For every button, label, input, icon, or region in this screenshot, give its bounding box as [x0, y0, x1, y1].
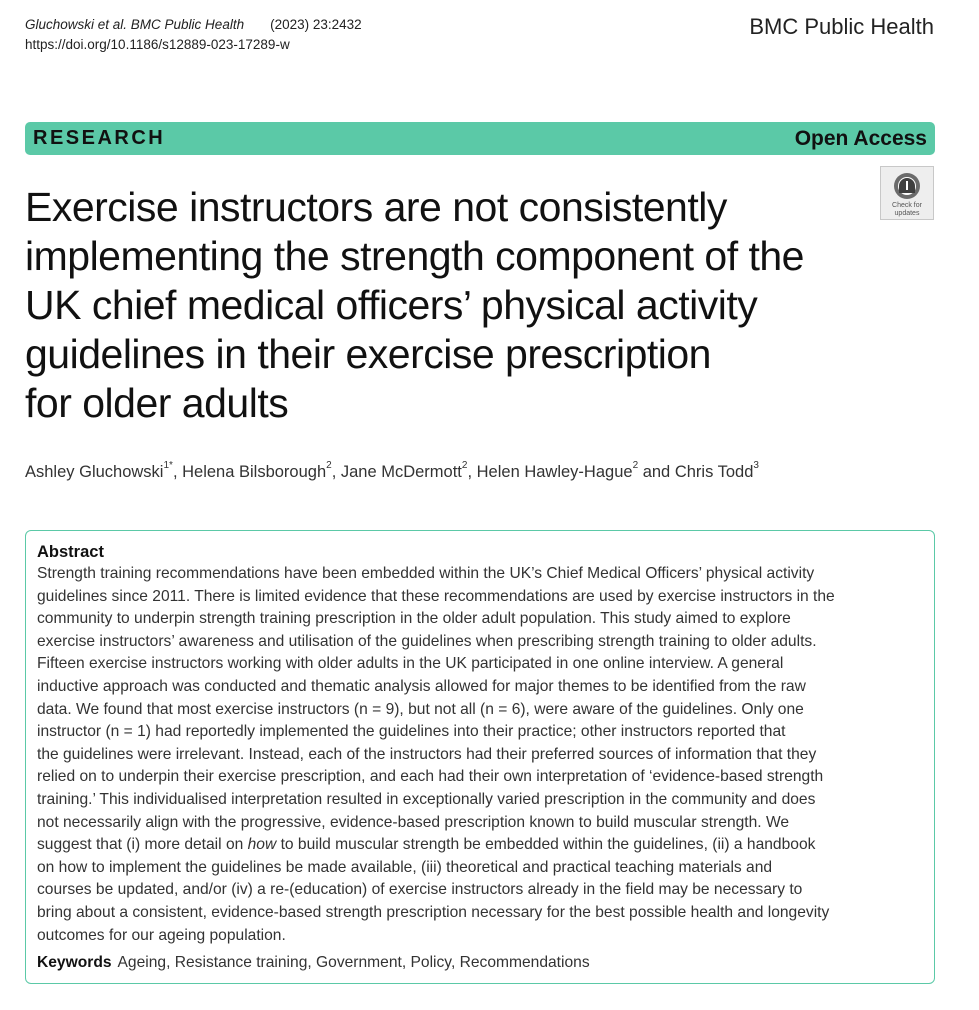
author-affiliation: 1*: [163, 460, 173, 471]
abstract-line: [37, 834, 924, 857]
author-name[interactable]: Helen Hawley-Hague: [476, 463, 633, 481]
check-for-updates-text: Check for updates: [892, 202, 922, 217]
article-title: [25, 183, 875, 428]
abstract-line-end: to build muscular strength be embedded within the guidelines, (ii) a handbook: [276, 836, 816, 854]
author-affiliation: 2: [632, 460, 639, 471]
title-line: UK chief medical officers’ physical activity: [25, 282, 758, 328]
abstract-line: courses be updated, and/or (iv) a re-(education) of exercise instructors already in the field may be necessary to: [37, 881, 803, 899]
author-separator: ,: [467, 463, 477, 481]
title-line: for older adults: [25, 380, 289, 426]
citation-line: [25, 15, 362, 35]
doi-link[interactable]: https://doi.org/10.1186/s12889-023-17289-w: [25, 37, 290, 52]
abstract-line: guidelines since 2011. There is limited evidence that these recommendations are used by exercise instructors in the: [37, 587, 835, 605]
abstract-heading: Abstract: [37, 543, 104, 561]
abstract-line: data. We found that most exercise instructors (n = 9), but not all (n = 6), were aware of the guidelines. Only one: [37, 700, 804, 718]
abstract-line: on how to implement the guidelines be made available, (iii) theoretical and practical teaching materials and: [37, 858, 773, 876]
author-list: [25, 460, 759, 482]
author-affiliation: 2: [326, 460, 332, 471]
abstract-line: training.’ This individualised interpretation resulted in exceptionally varied prescription in the community and does: [37, 790, 816, 808]
abstract-emphasis: how: [247, 836, 277, 854]
abstract-line: the guidelines were irrelevant. Instead, each of the instructors had their preferred sources of information that they: [37, 745, 817, 763]
check-for-updates-button[interactable]: [880, 166, 934, 220]
author-separator: and: [638, 463, 675, 481]
author-separator: ,: [172, 463, 183, 481]
abstract-line: inductive approach was conducted and thematic analysis allowed for major themes to be identified from the raw: [37, 677, 806, 695]
abstract-line: community to underpin strength training prescription in the older adult population. This study aimed to explore: [37, 610, 791, 628]
abstract-line: exercise instructors’ awareness and utilisation of the guidelines when prescribing strength training to older adults.: [37, 632, 817, 650]
abstract-box: [25, 530, 935, 984]
author-name[interactable]: Jane McDermott: [340, 463, 462, 481]
abstract-line: Fifteen exercise instructors working with older adults in the UK participated in one online interview. A general: [37, 655, 784, 673]
journal-name: BMC Public Health: [749, 14, 934, 39]
author-separator: ,: [331, 463, 341, 481]
abstract-line: not necessarily align with the progressive, evidence-based prescription known to build muscular strength. We: [37, 813, 790, 831]
keywords-label: Keywords: [37, 954, 112, 972]
abstract-line: outcomes for our ageing population.: [37, 926, 286, 944]
author-name[interactable]: Chris Todd: [674, 463, 754, 481]
abstract-line: bring about a consistent, evidence-based strength prescription necessary for the best possible health and longevity: [37, 903, 830, 921]
abstract-text: [37, 563, 924, 947]
citation-year-volume: (2023) 23:2432: [270, 17, 362, 32]
article-type-banner: [25, 122, 935, 155]
author-affiliation: 2: [461, 460, 468, 471]
title-line: guidelines in their exercise prescription: [25, 331, 711, 377]
author-name[interactable]: Helena Bilsborough: [182, 463, 327, 481]
abstract-line: instructor (n = 1) had reportedly implemented the guidelines into their practice; other instructors reported that: [37, 723, 786, 741]
author-affiliation: 3: [753, 460, 759, 471]
check-for-updates-icon: [892, 171, 922, 201]
citation-block: [25, 15, 362, 55]
abstract-line: relied on to underpin their exercise prescription, and each had their own interpretation of ‘evidence-based strength: [37, 768, 824, 786]
keywords-list: Ageing, Resistance training, Government, Policy, Recommendations: [117, 954, 590, 972]
author-name[interactable]: Ashley Gluchowski: [25, 463, 164, 481]
title-line: implementing the strength component of the: [25, 233, 804, 279]
abstract-line: Strength training recommendations have been embedded within the UK’s Chief Medical Officers’ physical activity: [37, 565, 815, 582]
keywords-row: [37, 952, 924, 974]
title-line: Exercise instructors are not consistently: [25, 184, 727, 230]
citation-authors: Gluchowski et al. BMC Public Health: [25, 17, 245, 32]
abstract-line-start: suggest that (i) more detail on: [37, 836, 248, 854]
article-type-label: RESEARCH: [33, 127, 166, 149]
open-access-label: Open Access: [794, 126, 927, 150]
